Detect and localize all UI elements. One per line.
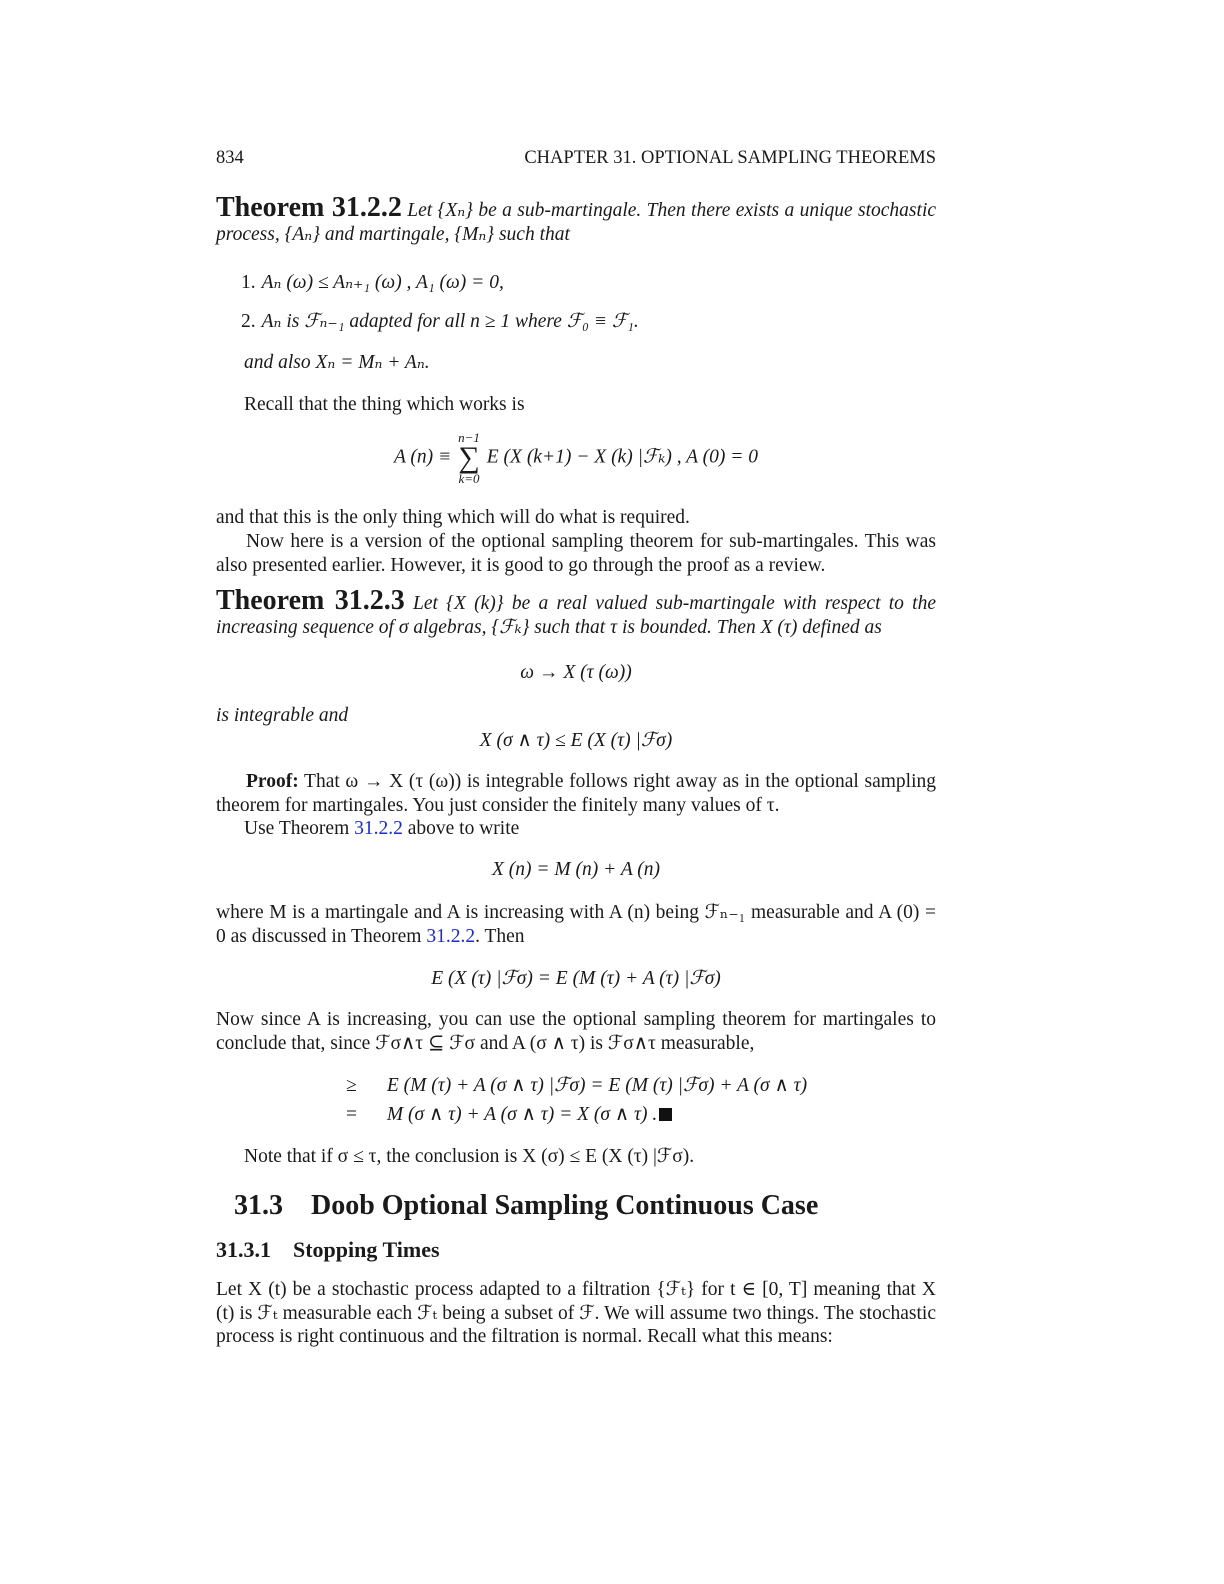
subsection-title: Stopping Times bbox=[293, 1237, 440, 1262]
note-paragraph: Note that if σ ≤ τ, the conclusion is X (σ) ≤ E (X (τ) |ℱσ). bbox=[244, 1146, 695, 1167]
aligned-line-1 bbox=[346, 1073, 807, 1097]
theorem-31-2-3 bbox=[216, 585, 937, 639]
recall-text: Recall that the thing which works is bbox=[244, 394, 525, 415]
relation-geq: ≥ bbox=[346, 1075, 357, 1096]
page bbox=[216, 0, 936, 1584]
paragraph-only-thing: and that this is the only thing which will do what is required. bbox=[216, 507, 690, 528]
section-title: Doob Optional Sampling Continuous Case bbox=[311, 1190, 819, 1221]
section-number: 31.3 bbox=[234, 1190, 283, 1221]
theorem-label: Theorem 31.2.3 bbox=[216, 585, 405, 616]
theorem-31-2-2 bbox=[216, 192, 937, 246]
paragraph-now-here: Now here is a version of the optional sampling theorem for sub-martingales. This was also presented earlier. However, it is good to go through the proof as a review. bbox=[216, 531, 936, 576]
equation-conditional: E (X (τ) |ℱσ) = E (M (τ) + A (τ) |ℱσ) bbox=[431, 968, 721, 989]
theorem-item-1: 1. Aₙ (ω) ≤ Aₙ₊₁ (ω) , A₁ (ω) = 0, bbox=[241, 272, 504, 293]
aligned-expr-2: M (σ ∧ τ) + A (σ ∧ τ) = X (σ ∧ τ) . bbox=[386, 1104, 658, 1125]
section-heading bbox=[234, 1190, 818, 1222]
equation-A-n bbox=[216, 431, 936, 485]
where-paragraph bbox=[216, 901, 936, 948]
chapter-title: CHAPTER 31. OPTIONAL SAMPLING THEOREMS bbox=[524, 148, 936, 168]
theorem-label: Theorem 31.2.2 bbox=[216, 192, 402, 223]
page-number: 834 bbox=[216, 148, 244, 168]
theorem-item-2: 2. Aₙ is ℱₙ₋₁ adapted for all n ≥ 1 where ℱ₀ ≡ ℱ₁. bbox=[241, 311, 639, 332]
use-theorem-line bbox=[244, 817, 936, 841]
is-integrable-text: is integrable and bbox=[216, 705, 349, 726]
sum-upper-limit: n−1 bbox=[458, 430, 480, 445]
eq-rhs: E (X (k+1) − X (k) |ℱₖ) , A (0) = 0 bbox=[486, 446, 758, 468]
theorem-statement: Let {X (k)} be a real valued sub-martingale with respect to the increasing sequence of σ algebras, {ℱₖ} such that τ is bounded. Then X (τ) defined as bbox=[216, 593, 937, 638]
qed-square-icon bbox=[659, 1108, 672, 1121]
summation bbox=[458, 431, 480, 485]
aligned-expr-1: E (M (τ) + A (σ ∧ τ) |ℱσ) = E (M (τ) |ℱσ) + A (σ ∧ τ) bbox=[386, 1075, 808, 1096]
aligned-line-2 bbox=[346, 1102, 672, 1126]
subsection-number: 31.3.1 bbox=[216, 1237, 271, 1262]
equation-decomposition: X (n) = M (n) + A (n) bbox=[491, 859, 661, 880]
subsection-heading bbox=[216, 1237, 440, 1263]
relation-eq: = bbox=[346, 1104, 357, 1125]
theorem-ref-link[interactable]: 31.2.2 bbox=[354, 818, 403, 839]
equation-inequality: X (σ ∧ τ) ≤ E (X (τ) |ℱσ) bbox=[479, 730, 673, 751]
proof-paragraph bbox=[216, 770, 936, 817]
where-suffix: . Then bbox=[475, 925, 525, 947]
sum-lower-limit: k=0 bbox=[458, 471, 480, 486]
proof-text: That ω → X (τ (ω)) is integrable follows right away as in the optional sampling theorem for martingales. You just consider the finitely many values of τ. bbox=[216, 771, 936, 816]
proof-label: Proof: bbox=[246, 771, 299, 792]
now-since-paragraph: Now since A is increasing, you can use the optional sampling theorem for martingales to conclude that, since ℱσ∧τ ⊆ ℱσ and A (σ ∧ τ) is ℱσ∧τ measurable, bbox=[216, 1009, 936, 1054]
use-prefix: Use Theorem bbox=[244, 818, 350, 839]
eq-lhs: A (n) ≡ bbox=[394, 446, 452, 468]
theorem-ref-link-2[interactable]: 31.2.2 bbox=[426, 925, 476, 947]
sigma-symbol: ∑ bbox=[458, 441, 480, 474]
theorem-closing: and also Xₙ = Mₙ + Aₙ. bbox=[244, 352, 430, 373]
theorem-statement: Let {Xₙ} be a sub-martingale. Then there exists a unique stochastic process, {Aₙ} and martingale, {Mₙ} such that bbox=[216, 200, 937, 245]
use-suffix: above to write bbox=[407, 818, 520, 839]
final-paragraph: Let X (t) be a stochastic process adapted to a filtration {ℱₜ} for t ∈ [0, T] meaning that X (t) is ℱₜ measurable each ℱₜ being a subset of ℱ. We will assume two things. The stochastic process is right continuous and the filtration is normal. Recall what this means: bbox=[216, 1279, 936, 1348]
where-text: where M is a martingale and A is increasing with A (n) being ℱₙ₋₁ measurable and A (0) = 0 as discussed in Theorem bbox=[216, 902, 936, 947]
equation-map: ω → X (τ (ω)) bbox=[520, 662, 632, 683]
item-1-text: Aₙ (ω) ≤ Aₙ₊₁ (ω) , A₁ (ω) = 0, bbox=[261, 272, 504, 293]
item-2-text: Aₙ is ℱₙ₋₁ adapted for all n ≥ 1 where ℱ₀ ≡ ℱ₁. bbox=[261, 311, 639, 332]
